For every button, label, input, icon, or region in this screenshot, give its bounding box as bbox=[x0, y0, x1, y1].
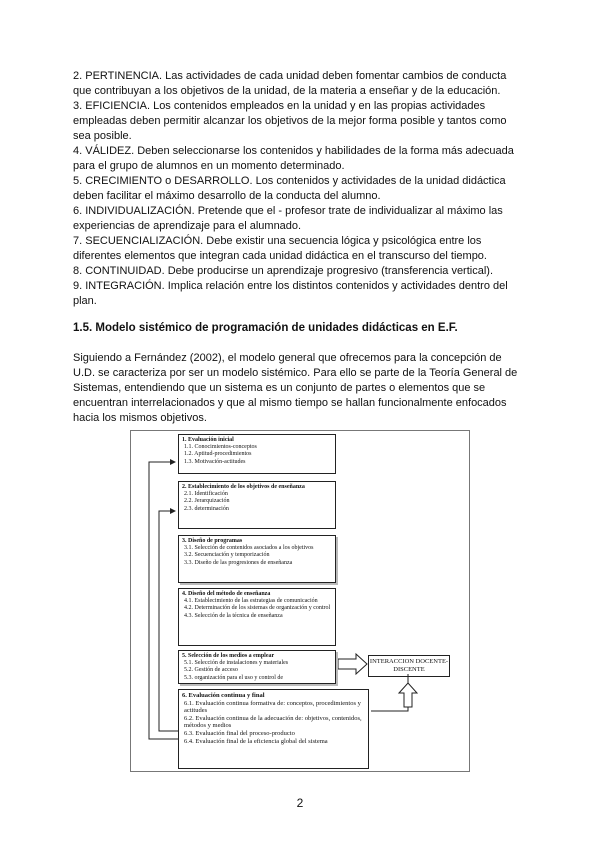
criterion-5: 5. CRECIMIENTO o DESARROLLO. Los contenidos y actividades de la unidad didáctica deben facilitar el máximo desarrollo de la conducta del alumno. bbox=[73, 175, 506, 202]
diagram-box-initial-evaluation bbox=[178, 434, 336, 474]
box-item: 6.1. Evaluación continua formativa de: conceptos, procedimientos y actitudes bbox=[184, 699, 361, 715]
box-item: 3.1. Selección de contenidos asociados a los objetivos bbox=[184, 545, 314, 552]
body-paragraph: Siguiendo a Fernández (2002), el modelo general que ofrecemos para la concepción de U.D. se caracteriza por ser un modelo sistémico. Para ello se parte de la Teoría General de Sistemas, entendiendo que un sistema es un conjunto de partes o elementos que se encuentran interrelacionados y que al mismo tiempo se hallan funcionalmente enfocados hacia los mismos objetivos. bbox=[73, 352, 518, 424]
box-item: 6.2. Evaluación continua de la adecuación de: objetivos, contenidos, métodos y medios bbox=[184, 714, 362, 730]
box-item: 5.1. Selección de instalaciones y materiales bbox=[184, 660, 289, 667]
box-title: 4. Diseño del método de enseñanza bbox=[182, 591, 271, 597]
box-item: 3.2. Secuenciación y temporización bbox=[184, 552, 270, 559]
section-heading: 1.5. Modelo sistémico de programación de unidades didácticas en E.F. bbox=[73, 322, 458, 334]
box-title: 1. Evaluación inicial bbox=[182, 437, 234, 443]
page-number: 2 bbox=[296, 796, 304, 810]
criterion-6: 6. INDIVIDUALIZACIÓN. Pretende que el - profesor trate de individualizar al máximo las experiencias de aprendizaje para el alumnado. bbox=[73, 205, 503, 232]
interaction-box: INTERACCION DOCENTE-DISCENTE bbox=[368, 655, 450, 677]
diagram-box-objectives bbox=[178, 481, 336, 529]
systemic-model-diagram bbox=[130, 430, 470, 772]
box-item: 6.3. Evaluación final del proceso-producto bbox=[184, 729, 295, 737]
box-title: 2. Establecimiento de los objetivos de enseñanza bbox=[182, 484, 305, 490]
box-item: 3.3. Diseño de las progresiones de enseñanza bbox=[184, 559, 293, 566]
diagram-box-programs bbox=[178, 535, 336, 583]
feedback-arrow-outer bbox=[149, 462, 178, 739]
box-item: 2.2. Jerarquización bbox=[184, 498, 230, 505]
box-item: 1.3. Motivación-actitudes bbox=[184, 458, 246, 465]
box-item: 1.1. Conocimientos-conceptos bbox=[184, 444, 257, 451]
box-title: 3. Diseño de programas bbox=[182, 538, 243, 544]
diagram-box-method bbox=[178, 588, 336, 646]
feedback-arrow-inner bbox=[159, 511, 178, 731]
box-item: 4.1. Establecimiento de las estrategias de comunicación bbox=[184, 598, 318, 605]
criterion-3: 3. EFICIENCIA. Los contenidos empleados en la unidad y en las propias actividades empleadas deben permitir alcanzar los objetivos de la mejor forma posible y tantos como sea posible. bbox=[73, 100, 507, 142]
criteria-list bbox=[73, 69, 525, 309]
criterion-7: 7. SECUENCIALIZACIÓN. Debe existir una secuencia lógica y psicológica entre los diferentes elementos que integran cada unidad didáctica en el transcurso del tiempo. bbox=[73, 235, 487, 262]
box-item: 5.3. organización para el uso y control de bbox=[184, 674, 284, 681]
criterion-9: 9. INTEGRACIÓN. Implica relación entre los distintos contenidos y actividades dentro del plan. bbox=[73, 280, 508, 307]
box-item: 1.2. Aptitud-procedimientos bbox=[184, 451, 252, 458]
box-title: 5. Selección de los medios a emplear bbox=[182, 653, 275, 659]
up-arrow bbox=[399, 683, 417, 707]
box-item: 6.4. Evaluación final de la eficiencia global del sistema bbox=[184, 737, 328, 745]
box-item: 4.3. Selección de la técnica de enseñanza bbox=[184, 612, 283, 619]
box-item: 2.1. Identificación bbox=[184, 491, 228, 498]
diagram-box-final-evaluation bbox=[178, 689, 369, 769]
diagram-box-resources bbox=[178, 650, 336, 684]
criterion-4: 4. VÁLIDEZ. Deben seleccionarse los contenidos y habilidades de la forma más adecuada para el grupo de alumnos en un momento determinado. bbox=[73, 145, 514, 172]
box-title: 6. Evaluación continua y final bbox=[182, 692, 265, 699]
criterion-2: 2. PERTINENCIA. Las actividades de cada unidad deben fomentar cambios de conducta que contribuyan a los objetivos de la unidad, de la materia a enseñar y de la educación. bbox=[73, 70, 507, 97]
box-item: 2.3. determinación bbox=[184, 505, 229, 512]
box-item: 4.2. Determinación de los sistemas de organización y control bbox=[184, 605, 331, 612]
box-item: 5.2. Gestión de acceso bbox=[184, 667, 238, 674]
arrow-to-interaction bbox=[338, 654, 367, 674]
criterion-8: 8. CONTINUIDAD. Debe producirse un aprendizaje progresivo (transferencia vertical). bbox=[73, 265, 494, 277]
